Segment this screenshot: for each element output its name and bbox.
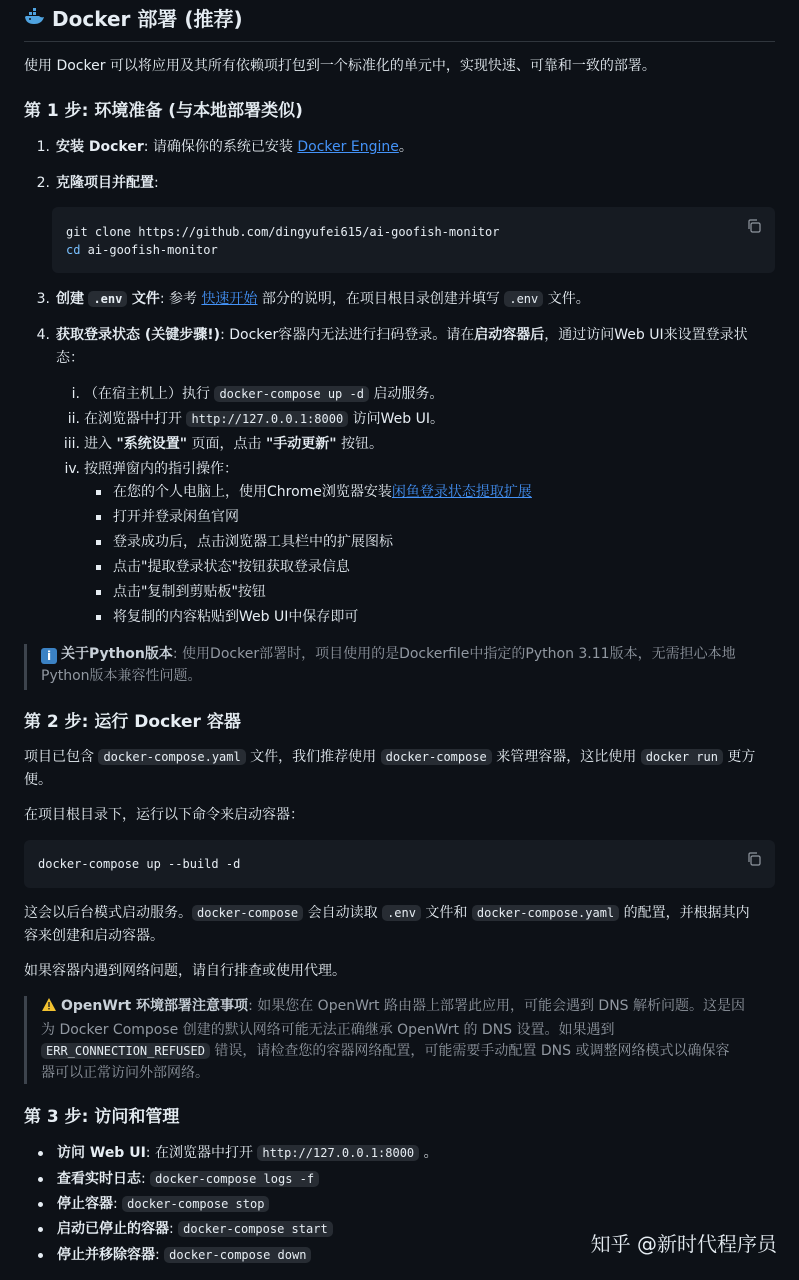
list-item: 停止并移除容器: docker-compose down	[38, 1245, 311, 1267]
step2-paragraph-4: 如果容器内遇到网络问题，请自行排查或使用代理。	[24, 963, 346, 979]
watermark: 知乎 @新时代程序员	[590, 1232, 777, 1256]
intro-text: 使用 Docker 可以将应用及其所有依赖项打包到一个标准化的单元中，实现快速、可靠和一致的部署。	[24, 58, 656, 74]
clone-code-block	[52, 207, 775, 273]
list-item: 打开并登录闲鱼官网	[96, 507, 239, 529]
list-item: 停止容器: docker-compose stop	[38, 1194, 269, 1216]
list-item-2: 2. 克隆项目并配置:	[36, 175, 159, 191]
list-item: 查看实时日志: docker-compose logs -f	[38, 1169, 319, 1191]
list-item: 登录成功后，点击浏览器工具栏中的扩展图标	[96, 532, 393, 554]
extension-link[interactable]: 闲鱼登录状态提取扩展	[391, 484, 532, 500]
list-item-1: 1. 安装 Docker: 请确保你的系统已安装 Docker Engine。	[36, 139, 413, 155]
sub-item-ii: ii. 在浏览器中打开 http://127.0.0.1:8000 访问Web UI。	[67, 411, 444, 427]
list-item: 在您的个人电脑上，使用Chrome浏览器安装闲鱼登录状态提取扩展	[96, 482, 532, 504]
step2-paragraph-1: 项目已包含 docker-compose.yaml 文件，我们推荐使用 docker-compose 来管理容器，这比使用 docker run 更方	[24, 749, 756, 765]
docker-engine-link[interactable]: Docker Engine	[297, 139, 399, 155]
step2-paragraph-1-cont: 便。	[24, 772, 52, 788]
python-note: i 关于Python版本: 使用Docker部署时，项目使用的是Dockerfile中指定的Python 3.11版本，无需担心本地 Python版本兼容性问题。	[24, 644, 775, 690]
step2-paragraph-2: 在项目根目录下，运行以下命令来启动容器：	[24, 807, 304, 823]
sub-item-iv: iv. 按照弹窗内的指引操作：	[64, 461, 238, 477]
list-item: 点击"复制到剪贴板"按钮	[96, 582, 266, 604]
sub-item-iii: iii. 进入 "系统设置" 页面，点击 "手动更新" 按钮。	[63, 436, 383, 452]
code-line: docker-compose up --build -d	[38, 857, 241, 871]
sub-item-i: i. （在宿主机上）执行 docker-compose up -d 启动服务。	[71, 386, 444, 402]
step2-paragraph-3: 这会以后台模式启动服务。 docker-compose 会自动读取 .env 文件和 docker-compose.yaml 的配置，并根据其内	[24, 905, 750, 921]
copy-icon[interactable]	[747, 852, 761, 866]
page-title-bar	[24, 4, 775, 42]
page-title: Docker 部署 (推荐)	[24, 4, 775, 42]
list-item: 将复制的内容粘贴到Web UI中保存即可	[96, 607, 358, 629]
copy-icon[interactable]	[747, 219, 761, 233]
quick-start-link[interactable]: 快速开始	[201, 291, 258, 307]
step2-heading: 第 2 步: 运行 Docker 容器	[24, 712, 241, 732]
code-line: cd ai-goofish-monitor	[66, 243, 218, 257]
warning-icon	[41, 997, 57, 1020]
list-item: 点击"提取登录状态"按钮获取登录信息	[96, 557, 350, 579]
step1-heading: 第 1 步: 环境准备 (与本地部署类似)	[24, 101, 303, 121]
list-item-4: 4. 获取登录状态 (关键步骤!): Docker容器内无法进行扫码登录。请在启动容器后，通过访问Web UI来设置登录状	[36, 327, 748, 343]
list-item: 访问 Web UI: 在浏览器中打开 http://127.0.0.1:8000 。	[38, 1143, 438, 1165]
code-line: git clone https://github.com/dingyufei615/ai-goofish-monitor	[66, 225, 500, 239]
list-item-3: 3. 创建 .env 文件: 参考 快速开始 部分的说明，在项目根目录创建并填写 .env 文件。	[36, 291, 590, 307]
openwrt-warning: OpenWrt 环境部署注意事项: 如果您在 OpenWrt 路由器上部署此应用，可能会遇到 DNS 解析问题。这是因 为 Docker Compose 创建的默认网络可能无法正确继承 OpenWrt 的 DNS 设置。如果遇到 ERR_CONNECTION_REFUSED 错误，请检查您的容器网络配置，可能需要手动配置 DNS 或调整网络模式以确保容 器可以正常访问外部网络。	[24, 996, 775, 1084]
whale-icon	[24, 4, 46, 35]
step2-paragraph-3-cont: 容来创建和启动容器。	[24, 928, 164, 944]
list-item-4-cont: 态：	[56, 350, 84, 366]
step3-heading: 第 3 步: 访问和管理	[24, 1107, 180, 1127]
info-icon: i	[41, 648, 57, 664]
run-code-block	[24, 840, 775, 888]
list-item: 启动已停止的容器: docker-compose start	[38, 1219, 333, 1241]
